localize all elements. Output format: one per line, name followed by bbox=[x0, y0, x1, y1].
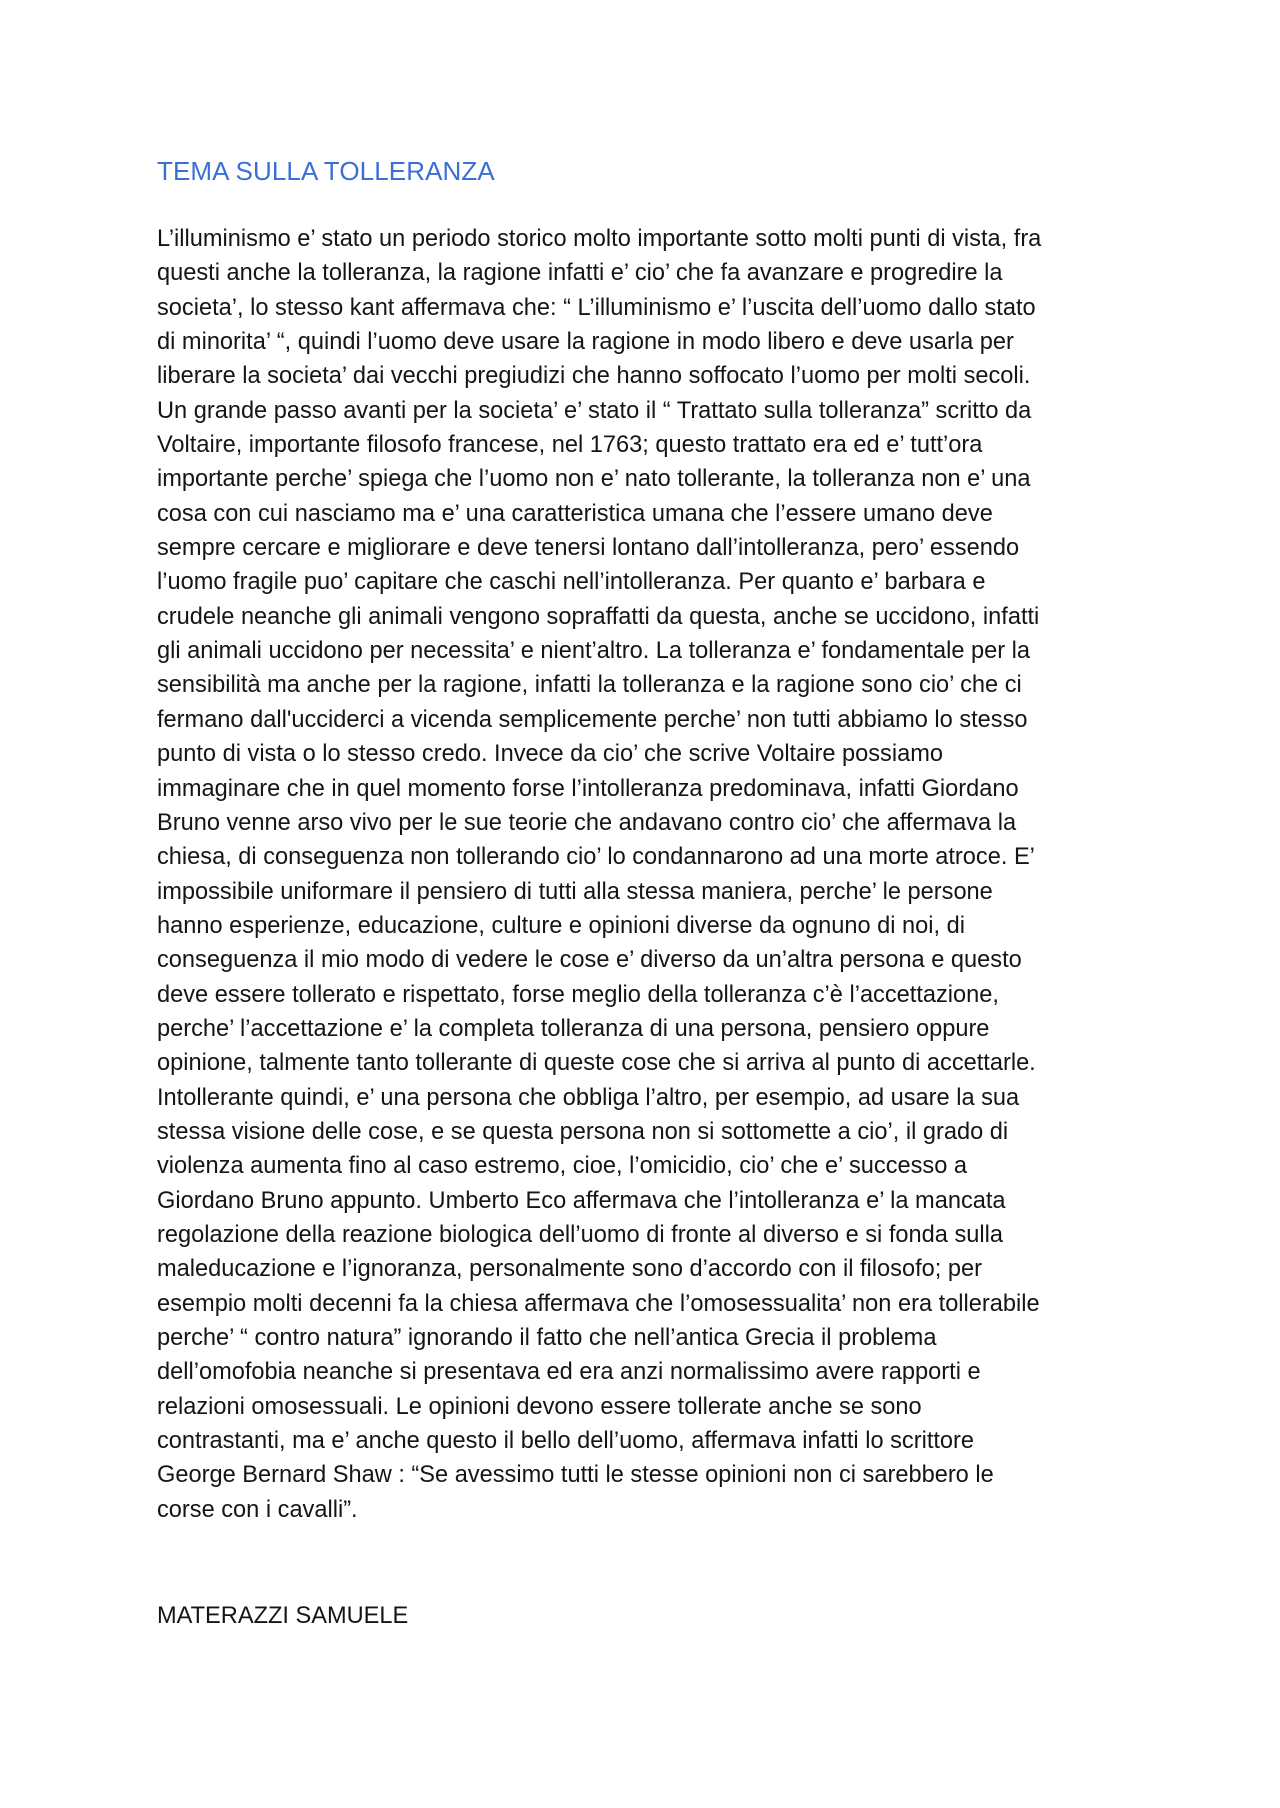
body-line: importante perche’ spiega che l’uomo non e’ nato tollerante, la tolleranza non e’ una bbox=[157, 466, 1031, 493]
body-line: fermano dall'ucciderci a vicenda semplicemente perche’ non tutti abbiamo lo stesso bbox=[157, 706, 1028, 733]
body-line: sensibilità ma anche per la ragione, infatti la tolleranza e la ragione sono cio’ che ci bbox=[157, 672, 1022, 699]
author-name: MATERAZZI SAMUELE bbox=[157, 1603, 409, 1629]
body-line: perche’ “ contro natura” ignorando il fatto che nell’antica Grecia il problema bbox=[157, 1325, 937, 1351]
body-line: contrastanti, ma e’ anche questo il bello dell’uomo, affermava infatti lo scrittore bbox=[157, 1428, 975, 1455]
body-line: immaginare che in quel momento forse l’intolleranza predominava, infatti Giordano bbox=[157, 775, 1019, 802]
document-title: TEMA SULLA TOLLERANZA bbox=[157, 156, 495, 186]
body-line: relazioni omosessuali. Le opinioni devono essere tollerate anche se sono bbox=[157, 1393, 922, 1420]
body-line: deve essere tollerato e rispettato, forse meglio della tolleranza c’è l’accettazione, bbox=[157, 981, 999, 1008]
body-line: dell’omofobia neanche si presentava ed era anzi normalissimo avere rapporti e bbox=[157, 1359, 981, 1386]
body-line: Bruno venne arso vivo per le sue teorie che andavano contro cio’ che affermava la bbox=[157, 809, 1017, 836]
body-line: Giordano Bruno appunto. Umberto Eco affermava che l’intolleranza e’ la mancata bbox=[157, 1187, 1006, 1214]
body-line: L’illuminismo e’ stato un periodo storico molto importante sotto molti punti di vista, fra bbox=[157, 226, 1042, 252]
body-line: hanno esperienze, educazione, culture e opinioni diverse da ognuno di noi, di bbox=[157, 912, 966, 939]
body-line: Voltaire, importante filosofo francese, nel 1763; questo trattato era ed e’ tutt’ora bbox=[157, 432, 983, 459]
body-line: di minorita’ “, quindi l’uomo deve usare la ragione in modo libero e deve usarla per bbox=[157, 329, 1014, 356]
body-line: opinione, talmente tanto tollerante di queste cose che si arriva al punto di accettarle. bbox=[157, 1050, 1036, 1077]
body-line: questi anche la tolleranza, la ragione infatti e’ cio’ che fa avanzare e progredire la bbox=[157, 260, 1003, 287]
body-line: sempre cercare e migliorare e deve tenersi lontano dall’intolleranza, pero’ essendo bbox=[157, 535, 1020, 562]
body-line: esempio molti decenni fa la chiesa affermava che l’omosessualita’ non era tollerabile bbox=[157, 1290, 1040, 1317]
body-line: stessa visione delle cose, e se questa persona non si sottomette a cio’, il grado di bbox=[157, 1118, 1009, 1145]
body-line: Intollerante quindi, e’ una persona che obbliga l’altro, per esempio, ad usare la sua bbox=[157, 1084, 1020, 1111]
body-line: regolazione della reazione biologica dell’uomo di fronte al diverso e si fonda sulla bbox=[157, 1221, 1003, 1248]
body-line: Un grande passo avanti per la societa’ e’ stato il “ Trattato sulla tolleranza” scritto da bbox=[157, 397, 1032, 424]
body-line: maleducazione e l’ignoranza, personalmente sono d’accordo con il filosofo; per bbox=[157, 1256, 982, 1283]
body-line: cosa con cui nasciamo ma e’ una caratteristica umana che l’essere umano deve bbox=[157, 500, 993, 527]
body-line: violenza aumenta fino al caso estremo, cioe, l’omicidio, cio’ che e’ successo a bbox=[157, 1153, 968, 1180]
body-line: l’uomo fragile puo’ capitare che caschi nell’intolleranza. Per quanto e’ barbara e bbox=[157, 569, 986, 596]
essay-body bbox=[157, 222, 1137, 1527]
body-line: gli animali uccidono per necessita’ e nient’altro. La tolleranza e’ fondamentale per la bbox=[157, 638, 1031, 665]
body-line: conseguenza il mio modo di vedere le cose e’ diverso da un’altra persona e questo bbox=[157, 947, 1022, 974]
body-line: George Bernard Shaw : “Se avessimo tutti le stesse opinioni non ci sarebbero le bbox=[157, 1462, 994, 1489]
body-line: perche’ l’accettazione e’ la completa tolleranza di una persona, pensiero oppure bbox=[157, 1015, 990, 1042]
body-line: chiesa, di conseguenza non tollerando cio’ lo condannarono ad una morte atroce. E’ bbox=[157, 844, 1035, 871]
body-line: punto di vista o lo stesso credo. Invece da cio’ che scrive Voltaire possiamo bbox=[157, 741, 943, 768]
body-line: societa’, lo stesso kant affermava che: “ L’illuminismo e’ l’uscita dell’uomo dallo stato bbox=[157, 294, 1036, 321]
body-line: corse con i cavalli”. bbox=[157, 1496, 358, 1523]
body-line: liberare la societa’ dai vecchi pregiudizi che hanno soffocato l’uomo per molti secoli. bbox=[157, 363, 1031, 390]
body-line: impossibile uniformare il pensiero di tutti alla stessa maniera, perche’ le persone bbox=[157, 878, 993, 905]
body-line: crudele neanche gli animali vengono sopraffatti da questa, anche se uccidono, infatti bbox=[157, 603, 1040, 630]
